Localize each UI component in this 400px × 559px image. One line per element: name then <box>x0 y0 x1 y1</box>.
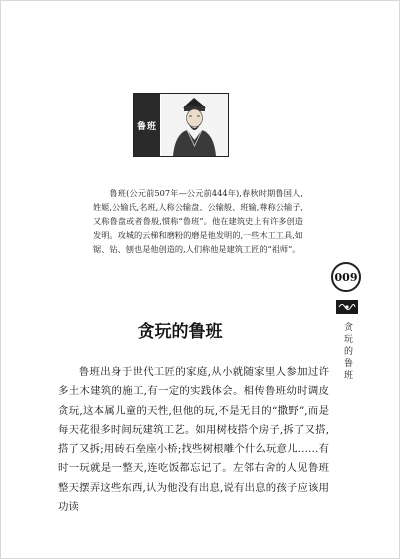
chapter-title: 贪玩的鲁班 <box>137 322 223 342</box>
body-paragraph: 鲁班出身于世代工匠的家庭,从小就随家里人参加过许多土木建筑的施工,有一定的实践体会。相传鲁班幼时调皮贪玩,这本属儿童的天性,但他的玩,不是无目的“撒野”,而是每天花很多时间玩建筑工艺。如用树枝搭个房子,拆了又搭,搭了又拆;用砖石垒座小桥;找些树根雕个什么玩意儿……有时一玩就是一整天,连吃饭都忘记了。左邻右舍的人见鲁班整天摆弄这些东西,认为他没有出息,说有出息的孩子应该用功读 <box>58 366 329 514</box>
intro-paragraph: 鲁班(公元前507年—公元前444年),春秋时期鲁国人,姓姬,公输氏,名班,人称公输盘、公输般、班输,尊称公输子,又称鲁盘或者鲁般,惯称“鲁班”。他在建筑史上有许多创造发明。攻城的云梯和磨粉的磨是他发明的,一些木工工具,如锯、钻、刨也是他创造的,人们称他是建筑工匠的“祖师”。 <box>93 188 303 254</box>
portrait-label: 鲁班 <box>134 94 160 156</box>
portrait-figure-icon <box>161 94 228 156</box>
page-number: 009 <box>331 262 361 292</box>
ornament-icon <box>336 300 358 314</box>
portrait-box <box>133 93 229 157</box>
side-running-title: 贪玩的鲁班 <box>342 322 352 382</box>
